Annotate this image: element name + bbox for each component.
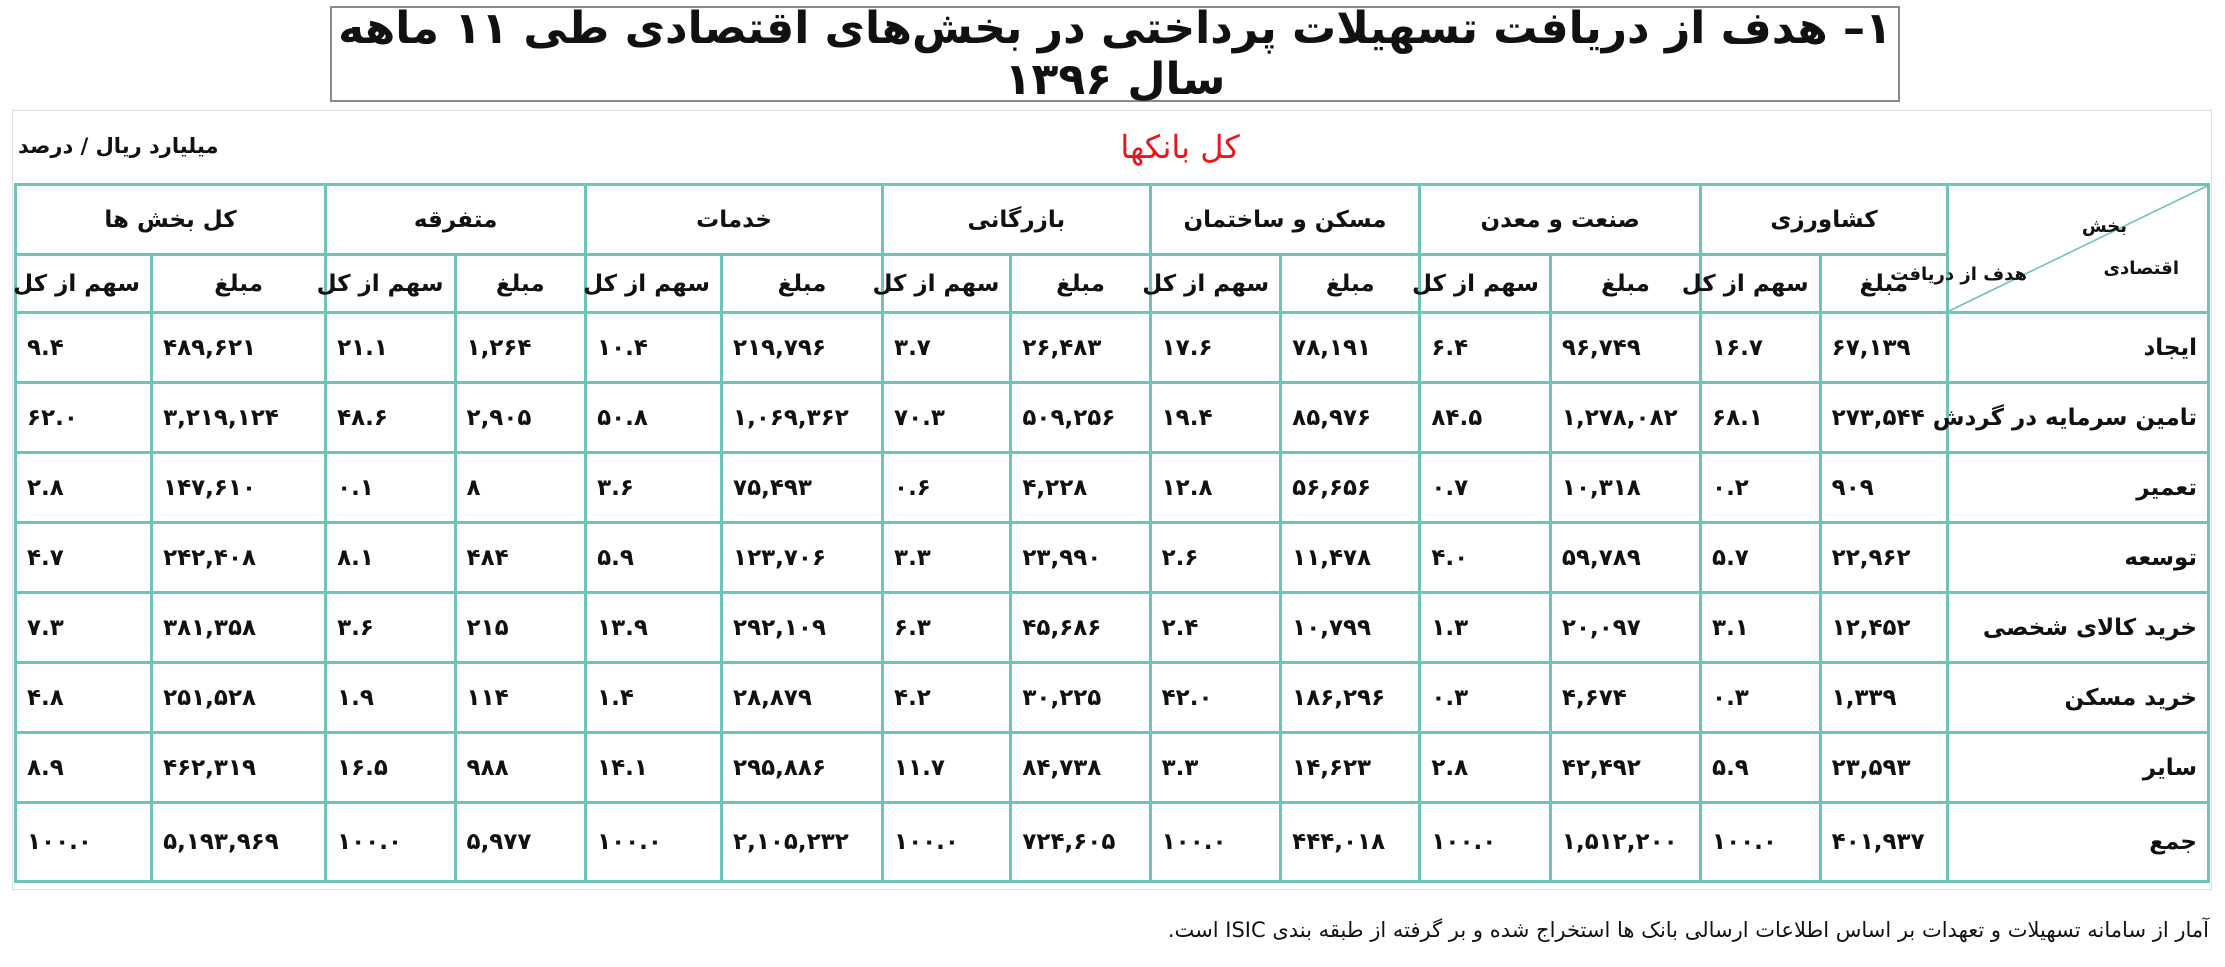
row-label: توسعه bbox=[1947, 523, 2208, 593]
share-cell: ۰.۷ bbox=[1420, 453, 1551, 523]
share-cell: ۸.۱ bbox=[326, 523, 455, 593]
amount-cell: ۲,۱۰۵,۲۳۲ bbox=[722, 803, 883, 882]
share-cell: ۲.۶ bbox=[1150, 523, 1281, 593]
amount-cell: ۹۰۹ bbox=[1820, 453, 1947, 523]
amount-cell: ۱۲,۴۵۲ bbox=[1820, 593, 1947, 663]
share-cell: ۴.۸ bbox=[16, 663, 152, 733]
sector-header: مسکن و ساختمان bbox=[1150, 185, 1420, 255]
share-column-header: سهم از کل bbox=[16, 255, 152, 313]
share-cell: ۵۰.۸ bbox=[586, 383, 722, 453]
amount-column-header: مبلغ bbox=[1820, 255, 1947, 313]
share-cell: ۸۴.۵ bbox=[1420, 383, 1551, 453]
amount-cell: ۴۸۹,۶۲۱ bbox=[152, 313, 326, 383]
share-cell: ۱.۴ bbox=[586, 663, 722, 733]
amount-cell: ۴۴۴,۰۱۸ bbox=[1281, 803, 1420, 882]
amount-column-header: مبلغ bbox=[455, 255, 586, 313]
amount-cell: ۲۳,۹۹۰ bbox=[1011, 523, 1150, 593]
share-cell: ۴۲.۰ bbox=[1150, 663, 1281, 733]
share-cell: ۱۰۰.۰ bbox=[1420, 803, 1551, 882]
share-cell: ۷.۳ bbox=[16, 593, 152, 663]
row-label: خرید مسکن bbox=[1947, 663, 2208, 733]
amount-cell: ۲۳,۵۹۳ bbox=[1820, 733, 1947, 803]
sector-header: کل بخش ها bbox=[16, 185, 326, 255]
amount-cell: ۹۸۸ bbox=[455, 733, 586, 803]
amount-cell: ۵۰۹,۲۵۶ bbox=[1011, 383, 1150, 453]
sector-header: صنعت و معدن bbox=[1420, 185, 1701, 255]
share-cell: ۷۰.۳ bbox=[883, 383, 1011, 453]
share-cell: ۵.۹ bbox=[586, 523, 722, 593]
amount-cell: ۸۵,۹۷۶ bbox=[1281, 383, 1420, 453]
amount-cell: ۵۹,۷۸۹ bbox=[1550, 523, 1700, 593]
sector-header: متفرقه bbox=[326, 185, 586, 255]
share-cell: ۱۰۰.۰ bbox=[883, 803, 1011, 882]
share-cell: ۶.۳ bbox=[883, 593, 1011, 663]
share-cell: ۱.۳ bbox=[1420, 593, 1551, 663]
amount-cell: ۲۷۳,۵۴۴ bbox=[1820, 383, 1947, 453]
sector-header: کشاورزی bbox=[1701, 185, 1948, 255]
footnote: آمار از سامانه تسهیلات و تعهدات بر اساس اطلاعات ارسالی بانک ها استخراج شده و بر گرفته از طبقه بندی ISIC است. bbox=[1167, 918, 2209, 942]
amount-column-header: مبلغ bbox=[152, 255, 326, 313]
amount-cell: ۱۱,۴۷۸ bbox=[1281, 523, 1420, 593]
table-row bbox=[16, 453, 2209, 523]
amount-cell: ۴۰۱,۹۳۷ bbox=[1820, 803, 1947, 882]
share-cell: ۲.۸ bbox=[1420, 733, 1551, 803]
table-row bbox=[16, 733, 2209, 803]
share-column-header: سهم از کل bbox=[1701, 255, 1821, 313]
share-cell: ۰.۶ bbox=[883, 453, 1011, 523]
unit-label: میلیارد ریال / درصد bbox=[18, 134, 219, 158]
amount-cell: ۲۰,۰۹۷ bbox=[1550, 593, 1700, 663]
amount-cell: ۱,۵۱۲,۲۰۰ bbox=[1550, 803, 1700, 882]
amount-cell: ۱۸۶,۲۹۶ bbox=[1281, 663, 1420, 733]
share-cell: ۱۰۰.۰ bbox=[1701, 803, 1821, 882]
amount-cell: ۴۸۴ bbox=[455, 523, 586, 593]
amount-cell: ۴,۲۲۸ bbox=[1011, 453, 1150, 523]
row-label: ایجاد bbox=[1947, 313, 2208, 383]
table-body bbox=[16, 313, 2209, 882]
amount-cell: ۲۹۲,۱۰۹ bbox=[722, 593, 883, 663]
sub-header-row bbox=[16, 255, 2209, 313]
amount-cell: ۶۷,۱۳۹ bbox=[1820, 313, 1947, 383]
row-label: خرید کالای شخصی bbox=[1947, 593, 2208, 663]
amount-cell: ۳۰,۲۲۵ bbox=[1011, 663, 1150, 733]
amount-cell: ۸ bbox=[455, 453, 586, 523]
share-cell: ۰.۲ bbox=[1701, 453, 1821, 523]
amount-cell: ۲۵۱,۵۲۸ bbox=[152, 663, 326, 733]
amount-cell: ۹۶,۷۴۹ bbox=[1550, 313, 1700, 383]
corner-header bbox=[1890, 185, 2208, 313]
amount-cell: ۲,۹۰۵ bbox=[455, 383, 586, 453]
sector-header: بازرگانی bbox=[883, 185, 1151, 255]
amount-column-header: مبلغ bbox=[1550, 255, 1700, 313]
sector-header: خدمات bbox=[586, 185, 883, 255]
share-cell: ۲.۸ bbox=[16, 453, 152, 523]
share-cell: ۱۶.۷ bbox=[1701, 313, 1821, 383]
share-column-header: سهم از کل bbox=[1150, 255, 1281, 313]
amount-cell: ۲۲,۹۶۲ bbox=[1820, 523, 1947, 593]
share-cell: ۱۳.۹ bbox=[586, 593, 722, 663]
amount-cell: ۱,۰۶۹,۳۶۲ bbox=[722, 383, 883, 453]
amount-column-header: مبلغ bbox=[1281, 255, 1420, 313]
amount-cell: ۵,۱۹۳,۹۶۹ bbox=[152, 803, 326, 882]
data-table bbox=[14, 183, 2210, 883]
amount-cell: ۵۶,۶۵۶ bbox=[1281, 453, 1420, 523]
share-cell: ۳.۳ bbox=[883, 523, 1011, 593]
share-cell: ۶۸.۱ bbox=[1701, 383, 1821, 453]
amount-cell: ۷۵,۴۹۳ bbox=[722, 453, 883, 523]
share-cell: ۹.۴ bbox=[16, 313, 152, 383]
share-column-header: سهم از کل bbox=[883, 255, 1011, 313]
share-cell: ۰.۱ bbox=[326, 453, 455, 523]
amount-cell: ۸۴,۷۳۸ bbox=[1011, 733, 1150, 803]
share-cell: ۰.۳ bbox=[1420, 663, 1551, 733]
share-column-header: سهم از کل bbox=[1420, 255, 1551, 313]
amount-cell: ۴۶۲,۳۱۹ bbox=[152, 733, 326, 803]
share-cell: ۴۸.۶ bbox=[326, 383, 455, 453]
share-cell: ۴.۲ bbox=[883, 663, 1011, 733]
share-cell: ۱۹.۴ bbox=[1150, 383, 1281, 453]
amount-cell: ۲۶,۴۸۳ bbox=[1011, 313, 1150, 383]
share-cell: ۸.۹ bbox=[16, 733, 152, 803]
corner-label-economic: اقتصادی bbox=[2103, 258, 2179, 279]
share-cell: ۱۴.۱ bbox=[586, 733, 722, 803]
share-cell: ۰.۳ bbox=[1701, 663, 1821, 733]
share-cell: ۶.۴ bbox=[1420, 313, 1551, 383]
amount-cell: ۱,۲۷۸,۰۸۲ bbox=[1550, 383, 1700, 453]
share-cell: ۳.۷ bbox=[883, 313, 1011, 383]
amount-cell: ۱۰,۷۹۹ bbox=[1281, 593, 1420, 663]
amount-cell: ۲۱۹,۷۹۶ bbox=[722, 313, 883, 383]
table-row bbox=[16, 523, 2209, 593]
total-row bbox=[16, 803, 2209, 882]
amount-cell: ۲۴۲,۴۰۸ bbox=[152, 523, 326, 593]
share-cell: ۱۰۰.۰ bbox=[586, 803, 722, 882]
row-label: تعمیر bbox=[1947, 453, 2208, 523]
share-column-header: سهم از کل bbox=[586, 255, 722, 313]
amount-cell: ۷۸,۱۹۱ bbox=[1281, 313, 1420, 383]
row-label: تامین سرمایه در گردش bbox=[1947, 383, 2208, 453]
amount-cell: ۱۴۷,۶۱۰ bbox=[152, 453, 326, 523]
amount-cell: ۳۸۱,۳۵۸ bbox=[152, 593, 326, 663]
amount-column-header: مبلغ bbox=[1011, 255, 1150, 313]
share-cell: ۳.۳ bbox=[1150, 733, 1281, 803]
amount-cell: ۱۱۴ bbox=[455, 663, 586, 733]
amount-cell: ۳,۲۱۹,۱۲۴ bbox=[152, 383, 326, 453]
amount-cell: ۱۰,۳۱۸ bbox=[1550, 453, 1700, 523]
table-row bbox=[16, 593, 2209, 663]
share-cell: ۱۲.۸ bbox=[1150, 453, 1281, 523]
title-box bbox=[330, 3, 1900, 105]
share-cell: ۶۲.۰ bbox=[16, 383, 152, 453]
share-cell: ۱۰.۴ bbox=[586, 313, 722, 383]
share-cell: ۴.۰ bbox=[1420, 523, 1551, 593]
amount-cell: ۲۱۵ bbox=[455, 593, 586, 663]
table-row bbox=[16, 663, 2209, 733]
amount-cell: ۲۸,۸۷۹ bbox=[722, 663, 883, 733]
share-cell: ۳.۶ bbox=[586, 453, 722, 523]
table-row bbox=[16, 383, 2209, 453]
share-cell: ۱۰۰.۰ bbox=[16, 803, 152, 882]
table-row bbox=[16, 313, 2209, 383]
share-cell: ۵.۹ bbox=[1701, 733, 1821, 803]
share-cell: ۳.۱ bbox=[1701, 593, 1821, 663]
row-label: جمع bbox=[1947, 803, 2208, 882]
row-label: سایر bbox=[1947, 733, 2208, 803]
amount-cell: ۱۴,۶۲۳ bbox=[1281, 733, 1420, 803]
share-cell: ۳.۶ bbox=[326, 593, 455, 663]
amount-cell: ۱۲۳,۷۰۶ bbox=[722, 523, 883, 593]
amount-cell: ۱,۳۳۹ bbox=[1820, 663, 1947, 733]
share-cell: ۴.۷ bbox=[16, 523, 152, 593]
share-cell: ۱۷.۶ bbox=[1150, 313, 1281, 383]
share-cell: ۲.۴ bbox=[1150, 593, 1281, 663]
corner-diagonal bbox=[1949, 186, 2207, 311]
share-cell: ۲۱.۱ bbox=[326, 313, 455, 383]
share-column-header: سهم از کل bbox=[326, 255, 455, 313]
corner-label-sector: بخش bbox=[2081, 216, 2127, 237]
corner-label-purpose: هدف از دریافت bbox=[1890, 264, 2027, 285]
share-cell: ۱۱.۷ bbox=[883, 733, 1011, 803]
share-cell: ۵.۷ bbox=[1701, 523, 1821, 593]
amount-cell: ۵,۹۷۷ bbox=[455, 803, 586, 882]
amount-cell: ۴,۶۷۴ bbox=[1550, 663, 1700, 733]
share-cell: ۱۰۰.۰ bbox=[1150, 803, 1281, 882]
amount-cell: ۴۲,۴۹۲ bbox=[1550, 733, 1700, 803]
page-title: ۱– هدف از دریافت تسهیلات پرداختی در بخش‌های اقتصادی طی ۱۱ ماهه سال ۱۳۹۶ bbox=[338, 3, 1892, 105]
table-subtitle: کل بانکها bbox=[1120, 128, 1240, 166]
share-cell: ۱۰۰.۰ bbox=[326, 803, 455, 882]
amount-column-header: مبلغ bbox=[722, 255, 883, 313]
sector-header-row bbox=[16, 185, 2209, 255]
amount-cell: ۲۹۵,۸۸۶ bbox=[722, 733, 883, 803]
share-cell: ۱.۹ bbox=[326, 663, 455, 733]
amount-cell: ۱,۲۶۴ bbox=[455, 313, 586, 383]
amount-cell: ۷۲۴,۶۰۵ bbox=[1011, 803, 1150, 882]
amount-cell: ۴۵,۶۸۶ bbox=[1011, 593, 1150, 663]
share-cell: ۱۶.۵ bbox=[326, 733, 455, 803]
